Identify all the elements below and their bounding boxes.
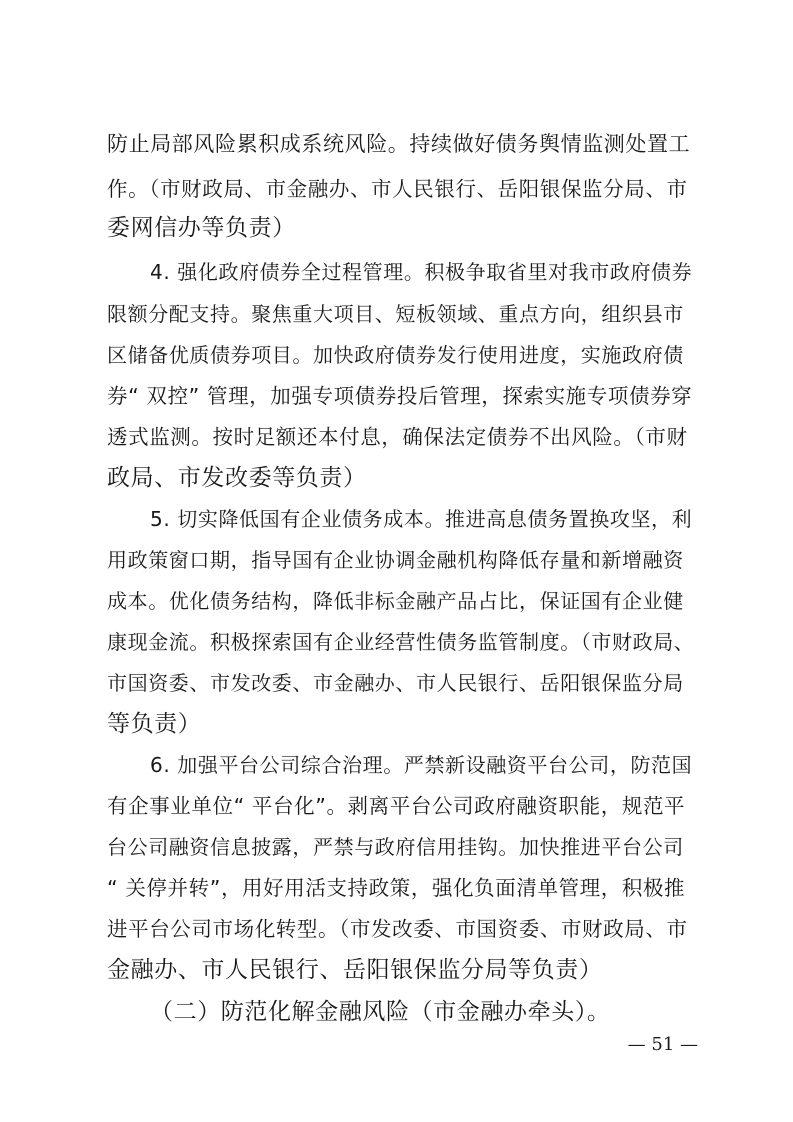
text-line: 透式监测。按时足额还本付息，确保法定债券不出风险。（市财 <box>107 425 688 449</box>
text-line: 政局、市发改委等负责） <box>107 465 367 491</box>
text-line: 防止局部风险累积成系统风险。持续做好债务舆情监测处置工 <box>107 132 691 156</box>
text-line: 券“ 双控” 管理，加强专项债券投后管理，探索实施专项债券穿 <box>107 384 693 408</box>
paragraph-5-heading: 5. 切实降低国有企业债务成本。推进高息债务置换攻坚，利 <box>150 507 693 531</box>
section-heading: （二）防范化解金融风险（市金融办牵头）。 <box>150 999 611 1025</box>
text-line: 成本。优化债务结构，降低非标金融产品占比，保证国有企业健 <box>107 589 684 613</box>
paragraph-4-heading: 4. 强化政府债券全过程管理。积极争取省里对我市政府债券 <box>150 260 693 284</box>
text-line: 用政策窗口期，指导国有企业协调金融机构降低存量和新增融资 <box>107 548 684 572</box>
paragraph-6-heading: 6. 加强平台公司综合治理。严禁新设融资平台公司，防范国 <box>150 753 693 777</box>
text-line: 台公司融资信息披露，严禁与政府信用挂钩。加快推进平台公司 <box>107 835 684 859</box>
text-line: 进平台公司市场化转型。（市发改委、市国资委、市财政局、市 <box>107 917 688 941</box>
text-line: 作。（市财政局、市金融办、市人民银行、岳阳银保监分局、市 <box>107 177 688 201</box>
text-line: 市国资委、市发改委、市金融办、市人民银行、岳阳银保监分局 <box>107 671 684 695</box>
text-line: “ 关停并转”，用好用活支持政策，强化负面清单管理，积极推 <box>107 876 686 900</box>
text-line: 等负责） <box>107 711 202 737</box>
page-number: — 51 — <box>627 1034 698 1055</box>
text-line: 金融办、市人民银行、岳阳银保监分局等负责） <box>107 957 603 983</box>
text-line: 有企事业单位“ 平台化”。剥离平台公司政府融资职能，规范平 <box>107 794 686 818</box>
text-line: 限额分配支持。聚焦重大项目、短板领域、重点方向，组织县市 <box>107 302 684 326</box>
text-line: 康现金流。积极探索国有企业经营性债务监管制度。（市财政局、 <box>107 630 695 654</box>
text-line: 委网信办等负责） <box>107 215 296 241</box>
text-line: 区储备优质债券项目。加快政府债券发行使用进度，实施政府债 <box>107 343 684 367</box>
